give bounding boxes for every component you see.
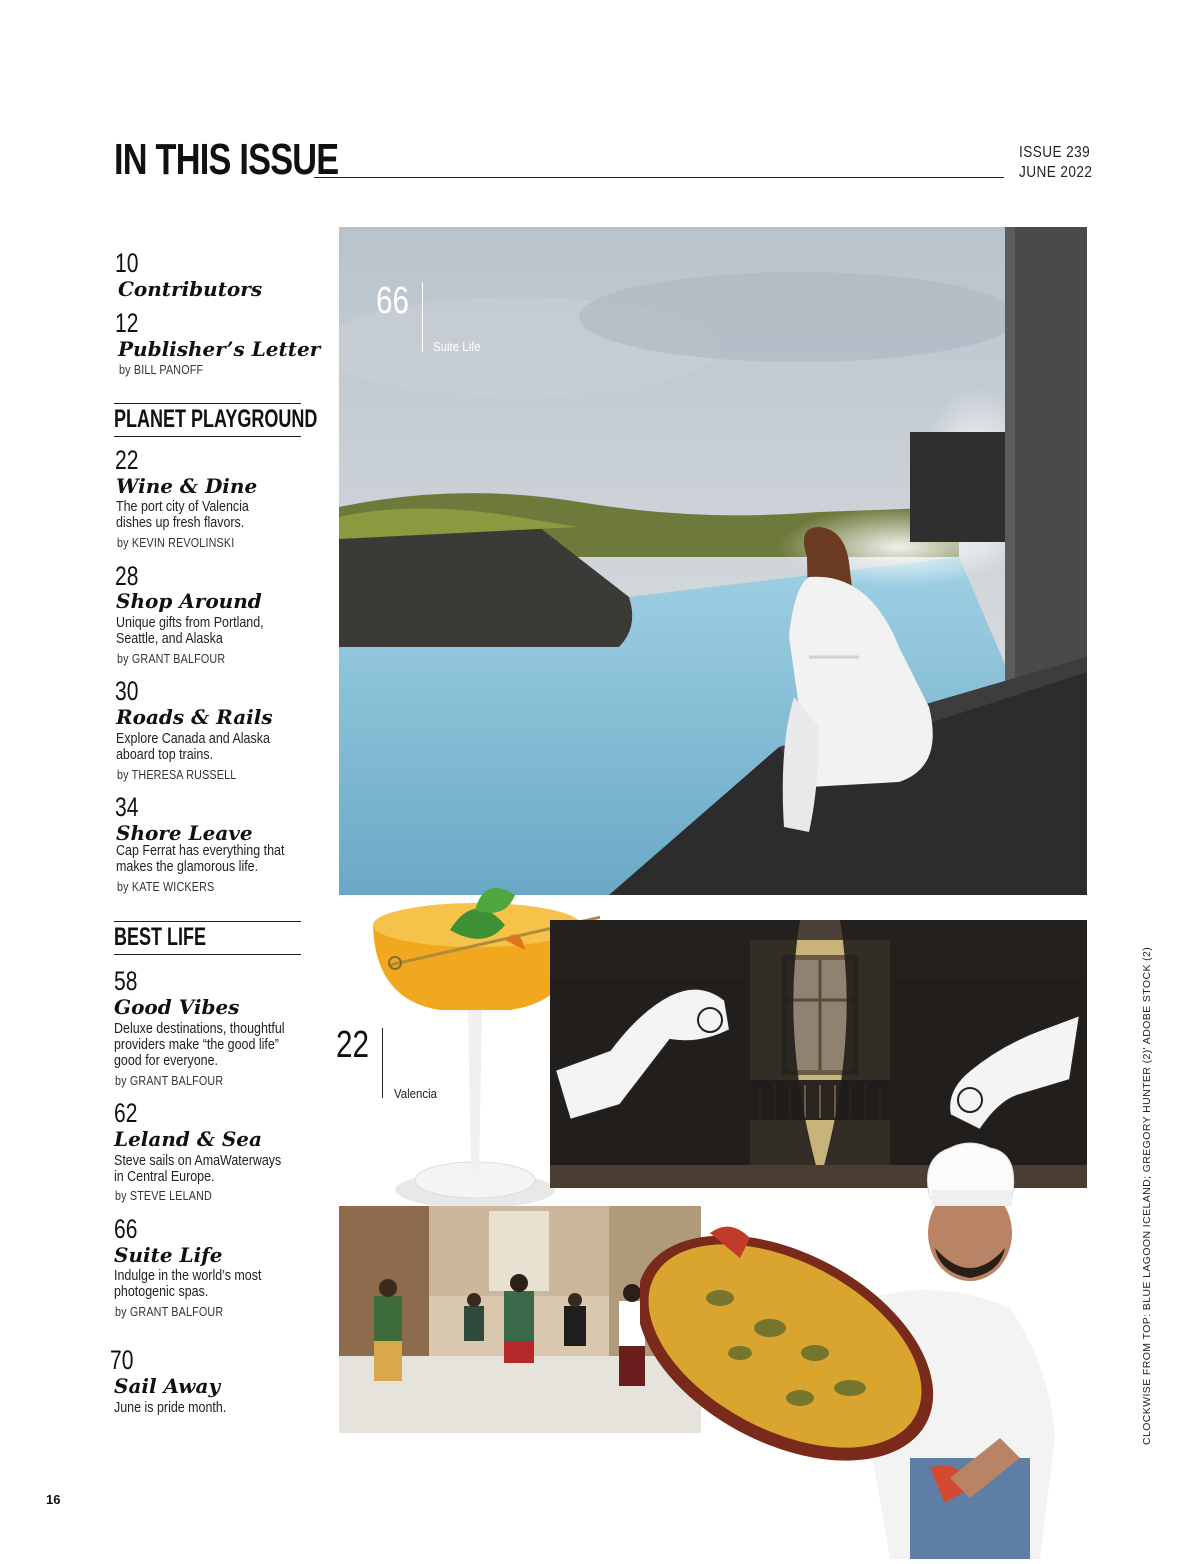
toc-desc: Indulge in the world’s most xyxy=(114,1268,262,1284)
section-heading-planet-playground xyxy=(114,403,318,437)
toc-num-contributors: 10 xyxy=(115,248,139,278)
toc-desc: Explore Canada and Alaska xyxy=(116,731,270,747)
issue-meta xyxy=(1019,143,1092,183)
toc-desc: providers make “the good life” xyxy=(114,1037,279,1053)
toc-byline: by GRANT BALFOUR xyxy=(117,652,226,666)
toc-title[interactable]: Leland & Sea xyxy=(114,1127,262,1151)
page-title: IN THIS ISSUE xyxy=(114,135,339,184)
toc-byline: by KATE WICKERS xyxy=(117,880,215,894)
toc-desc: good for everyone. xyxy=(114,1053,218,1069)
section-heading-best-life xyxy=(114,921,301,955)
toc-num: 62 xyxy=(114,1098,138,1128)
callout-rule xyxy=(382,1028,383,1098)
toc-title[interactable]: Wine & Dine xyxy=(116,474,258,498)
toc-title[interactable]: Good Vibes xyxy=(114,995,240,1019)
callout-label-valencia: Valencia xyxy=(394,1086,438,1101)
toc-title[interactable]: Suite Life xyxy=(114,1243,223,1267)
toc-byline: by STEVE LELAND xyxy=(115,1189,212,1203)
toc-desc: June is pride month. xyxy=(114,1400,227,1416)
toc-title-contributors[interactable]: Contributors xyxy=(118,277,263,301)
toc-byline-publisher: by BILL PANOFF xyxy=(119,363,204,377)
toc-byline: by THERESA RUSSELL xyxy=(117,768,237,782)
toc-desc: dishes up fresh flavors. xyxy=(116,515,245,531)
issue-number: ISSUE 239 xyxy=(1019,144,1091,161)
toc-num: 58 xyxy=(114,966,138,996)
callout-rule xyxy=(422,282,423,352)
toc-byline: by GRANT BALFOUR xyxy=(115,1305,224,1319)
toc-desc: photogenic spas. xyxy=(114,1284,209,1300)
toc-title[interactable]: Shop Around xyxy=(116,589,262,613)
toc-num-publisher: 12 xyxy=(115,308,139,338)
callout-number-spa: 66 xyxy=(376,280,409,322)
toc-num: 22 xyxy=(115,445,139,475)
toc-title[interactable]: Shore Leave xyxy=(116,821,253,845)
spa-lagoon-photo xyxy=(339,227,1087,895)
section-heading-label: PLANET PLAYGROUND xyxy=(114,405,318,433)
toc-title[interactable]: Sail Away xyxy=(114,1374,221,1398)
toc-desc: Unique gifts from Portland, xyxy=(116,615,264,631)
toc-desc: Seattle, and Alaska xyxy=(116,631,223,647)
toc-num: 66 xyxy=(114,1214,138,1244)
toc-desc: Deluxe destinations, thoughtful xyxy=(114,1021,285,1037)
callout-number-valencia: 22 xyxy=(336,1024,369,1066)
section-heading-label: BEST LIFE xyxy=(114,923,207,951)
spa-lagoon-illustration xyxy=(339,227,1087,895)
toc-num: 70 xyxy=(110,1345,134,1375)
toc-desc: Cap Ferrat has everything that xyxy=(116,843,285,859)
issue-date: JUNE 2022 xyxy=(1019,164,1093,181)
toc-num: 30 xyxy=(115,676,139,706)
chef-paella-photo xyxy=(640,1138,1080,1559)
photo-credit: CLOCKWISE FROM TOP: BLUE LAGOON ICELAND; GREGORY HUNTER (2)' ADOBE STOCK (2) xyxy=(1141,946,1153,1445)
toc-desc: makes the glamorous life. xyxy=(116,859,259,875)
page-number: 16 xyxy=(46,1492,61,1507)
toc-desc: Steve sails on AmaWaterways xyxy=(114,1153,282,1169)
toc-byline: by KEVIN REVOLINSKI xyxy=(117,536,235,550)
toc-num: 28 xyxy=(115,561,139,591)
toc-desc: The port city of Valencia xyxy=(116,499,249,515)
callout-label-spa: Suite Life xyxy=(433,339,481,354)
toc-title[interactable]: Roads & Rails xyxy=(116,705,273,729)
toc-desc: aboard top trains. xyxy=(116,747,214,763)
toc-title-publisher[interactable]: Publisher’s Letter xyxy=(118,337,321,361)
chef-paella-illustration xyxy=(640,1138,1080,1559)
toc-num: 34 xyxy=(115,792,139,822)
toc-byline: by GRANT BALFOUR xyxy=(115,1074,224,1088)
toc-desc: in Central Europe. xyxy=(114,1169,215,1185)
title-rule xyxy=(314,177,1004,178)
